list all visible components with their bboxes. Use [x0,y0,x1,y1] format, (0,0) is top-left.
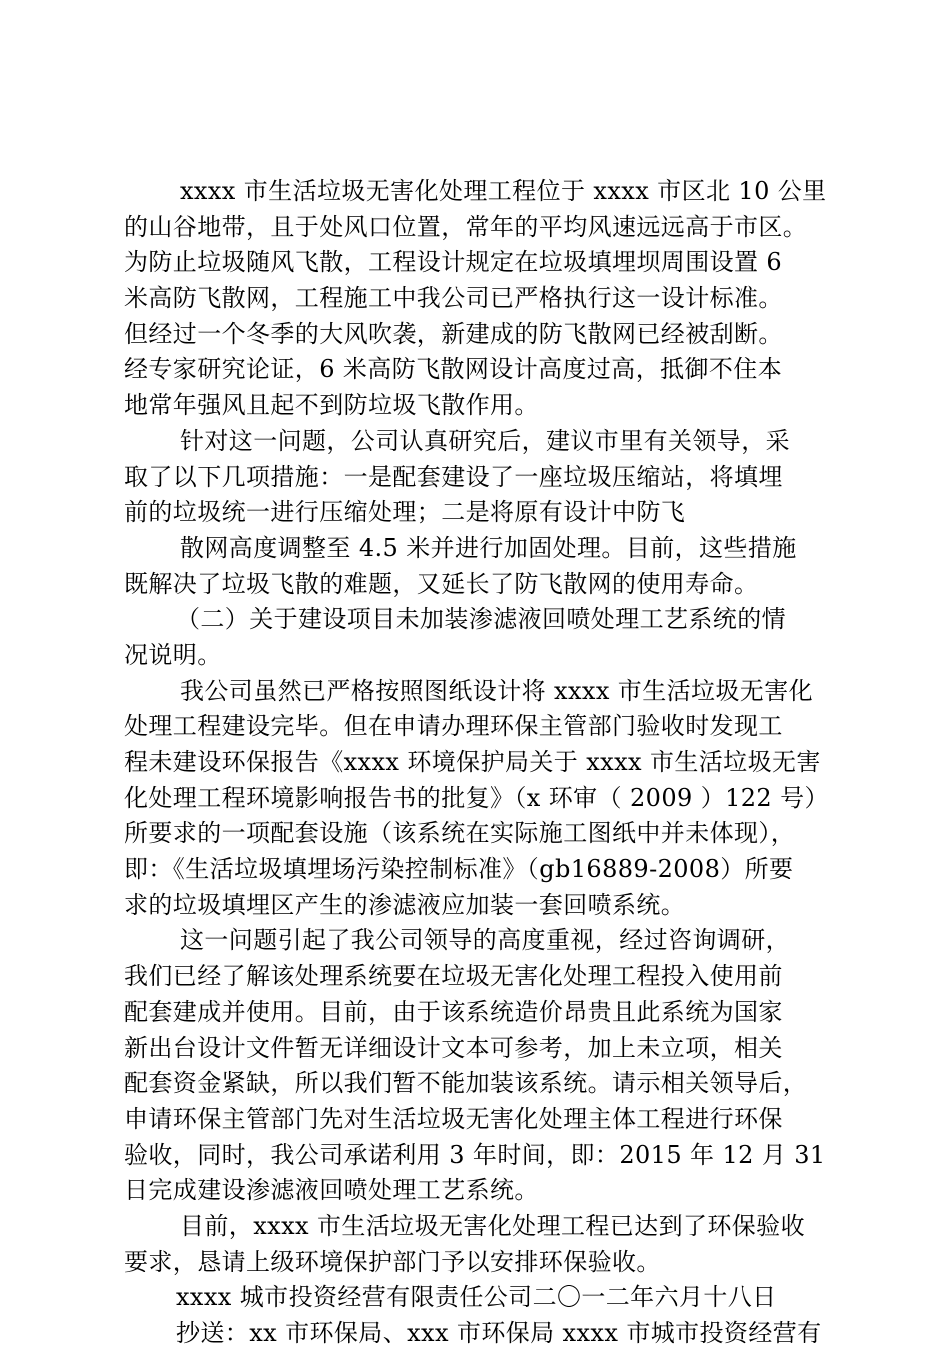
text-line: 配套建成并使用。目前，由于该系统造价昂贵且此系统为国家 [124,997,783,1026]
text-line: 处理工程建设完毕。但在申请办理环保主管部门验收时发现工 [124,712,783,741]
text-line: 这一问题引起了我公司领导的高度重视，经过咨询调研， [180,926,790,955]
text-line: 申请环保主管部门先对生活垃圾无害化处理主体工程进行环保 [124,1104,783,1133]
text-line: 新出台设计文件暂无详细设计文本可参考，加上未立项，相关 [124,1033,783,1062]
text-line: 目前，xxxx 市生活垃圾无害化处理工程已达到了环保验收 [180,1211,805,1240]
text-line: 所要求的一项配套设施（该系统在实际施工图纸中并未体现）， [124,819,796,848]
text-line: 地常年强风且起不到防垃圾飞散作用。 [124,391,539,420]
text-line: 经专家研究论证，6 米高防飞散网设计高度过高，抵御不住本 [124,355,783,384]
text-line: 但经过一个冬季的大风吹袭，新建成的防飞散网已经被刮断。 [124,319,783,348]
text-line: 验收，同时，我公司承诺利用 3 年时间，即：2015 年 12 月 31 [124,1140,826,1169]
text-line: 针对这一问题，公司认真研究后，建议市里有关领导，采 [180,426,790,455]
text-line: 我们已经了解该处理系统要在垃圾无害化处理工程投入使用前 [124,962,783,991]
cc-line: 抄送：xx 市环保局、xxx 市环保局 xxxx 市城市投资经营有 [176,1319,822,1347]
text-line: 既解决了垃圾飞散的难题，又延长了防飞散网的使用寿命。 [124,569,759,598]
text-line: xxxx 市生活垃圾无害化处理工程位于 xxxx 市区北 10 公里 [180,177,827,205]
text-line: 程未建设环保报告《xxxx 环境保护局关于 xxxx 市生活垃圾无害 [124,748,821,776]
text-line: 即：《生活垃圾填埋场污染控制标准》（gb16889-2008）所要 [124,855,794,884]
text-line: 前的垃圾统一进行压缩处理；二是将原有设计中防飞 [124,498,686,527]
text-line: 我公司虽然已严格按照图纸设计将 xxxx 市生活垃圾无害化 [180,676,813,705]
text-line: 况说明。 [124,640,222,669]
text-line: 的山谷地带，且于处风口位置，常年的平均风速远远高于市区。 [124,212,808,241]
text-line: 米高防飞散网，工程施工中我公司已严格执行这一设计标准。 [124,284,783,313]
text-line: 配套资金紧缺，所以我们暂不能加装该系统。请示相关领导后， [124,1069,808,1098]
text-line: 取了以下几项措施：一是配套建设了一座垃圾压缩站，将填埋 [124,462,783,491]
signature-line: xxxx 城市投资经营有限责任公司二〇一二年六月十八日 [176,1283,777,1312]
text-line: 求的垃圾填埋区产生的渗滤液应加装一套回喷系统。 [124,890,686,919]
text-line: 要求，恳请上级环境保护部门予以安排环保验收。 [124,1247,661,1276]
text-line: 日完成建设渗滤液回喷处理工艺系统。 [124,1176,539,1205]
text-line: 化处理工程环境影响报告书的批复》（x 环审（ 2009 ）122 号） [124,783,829,812]
text-line: 为防止垃圾随风飞散，工程设计规定在垃圾填埋坝周围设置 6 [124,248,783,277]
section-heading: （二）关于建设项目未加装渗滤液回喷处理工艺系统的情 [176,605,786,634]
document-body [124,174,836,1352]
text-line: 散网高度调整至 4.5 米并进行加固处理。目前，这些措施 [180,533,797,562]
